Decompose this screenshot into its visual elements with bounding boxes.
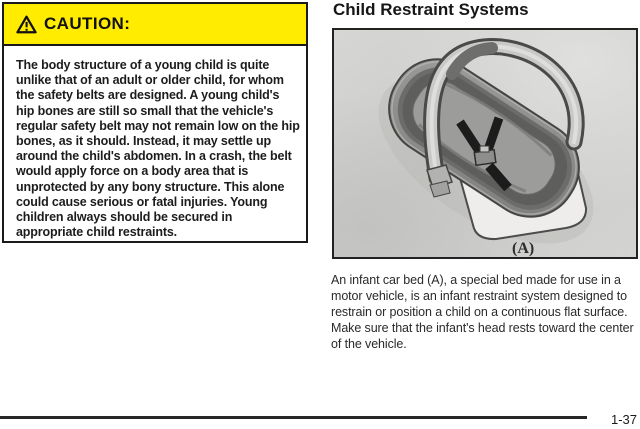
figure-caption: An infant car bed (A), a special bed made for use in a motor vehicle, is an infant restraint system designed to restrain or position a child on a continuous flat surface. Make sure that the infant's head rests toward the center of the vehicle. — [331, 273, 634, 351]
caution-header — [4, 4, 306, 46]
infant-car-bed-figure — [332, 28, 638, 259]
infant-car-bed-illustration — [334, 30, 636, 257]
footer-rule — [0, 416, 587, 419]
warning-triangle-icon — [16, 15, 37, 34]
page-number: 1-37 — [610, 412, 637, 427]
section-title: Child Restraint Systems — [333, 0, 529, 19]
figure-part-label: (A) — [512, 240, 535, 257]
caution-body-text: The body structure of a young child is quite unlike that of an adult or older child, for whom the safety belts are designed. A young child's hip bones are still so small that the vehicle's regular safety belt may not remain low on the hip bones, as it should. Instead, it may settle up around the child's abdomen. In a crash, the belt would apply force on a body area that is unprotected by any bony structure. This alone could cause serious or fatal injuries. Young children always should be secured in appropriate child restraints. — [16, 58, 300, 240]
caution-box — [2, 2, 308, 243]
caution-title: CAUTION: — [44, 14, 131, 33]
